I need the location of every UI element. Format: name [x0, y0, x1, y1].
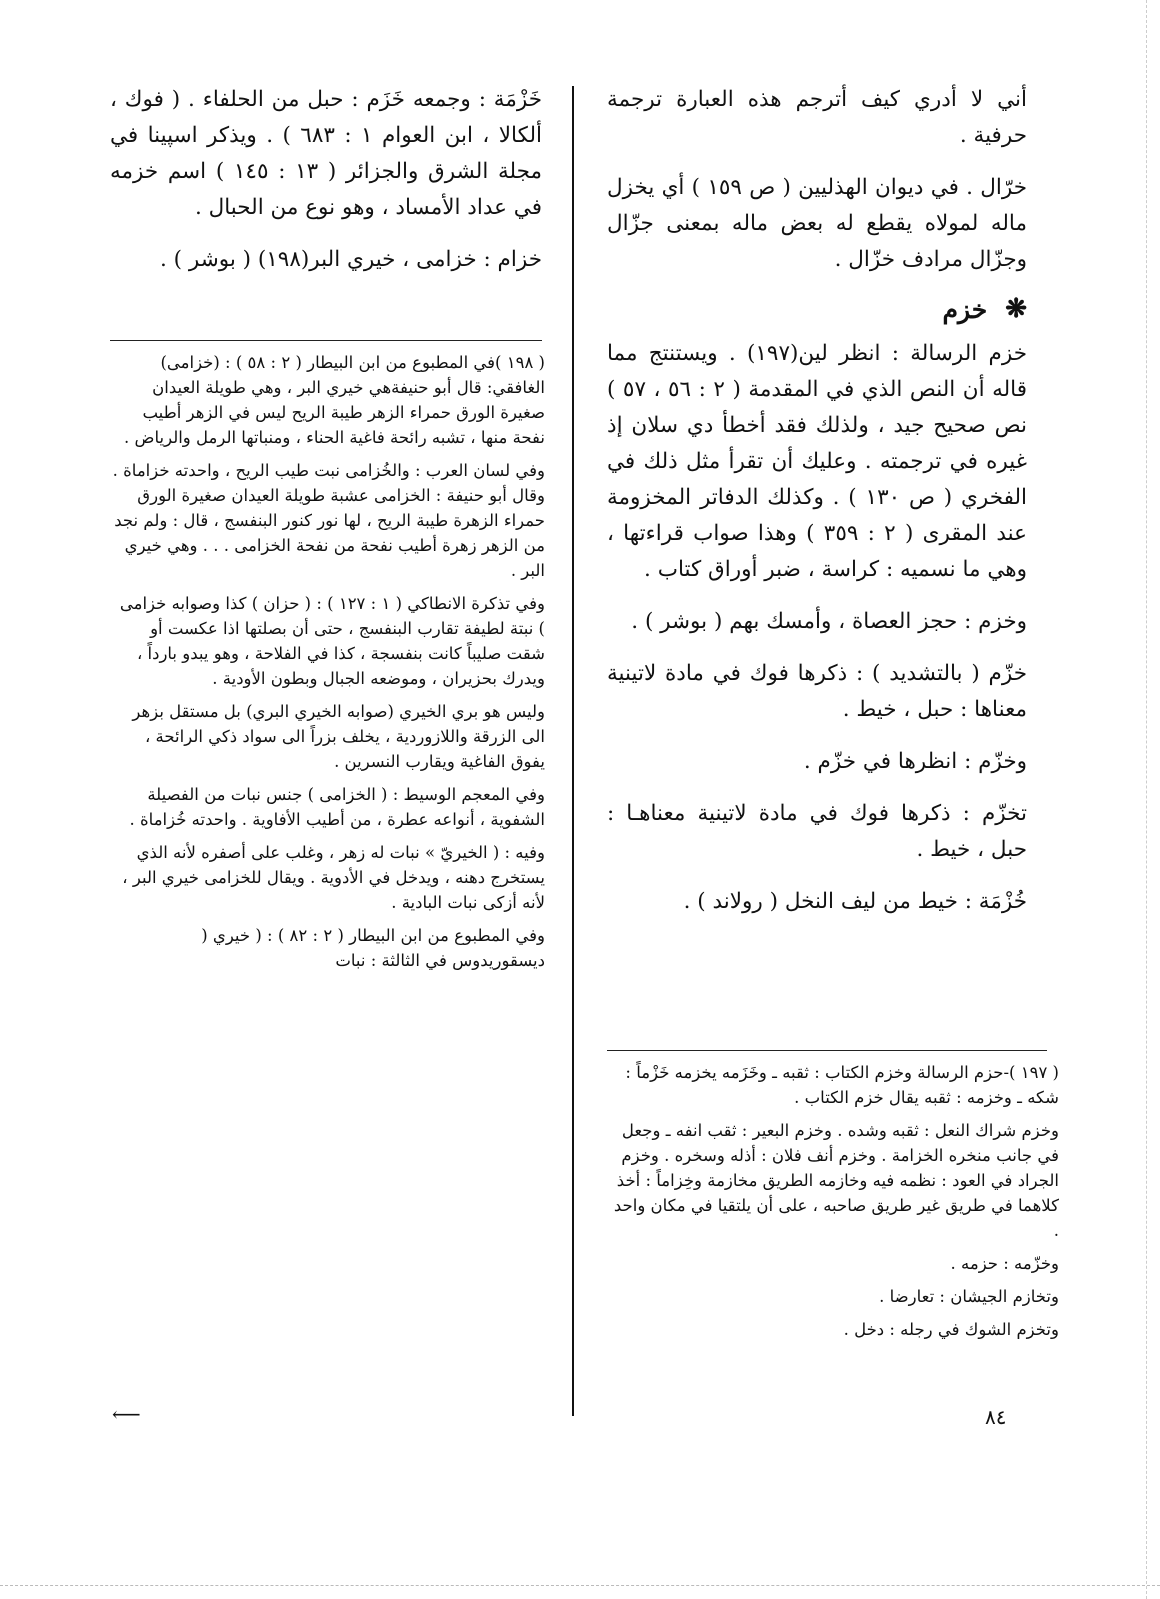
entry-heading — [607, 294, 1027, 324]
footnote-198-para: وفي تذكرة الانطاكي ( ١ : ١٢٧ ) : ( حزان ) كذا وصوابه خزامى ) نبتة لطيفة تقارب البنفسج ، حتى أن بصلتها اذا عكست أو شقت صليباً كانت بنفسجة ، كذا في الفلاحة ، وهو يبدو بارداً ، ويدرك بحزيران ، وموضعه الجبال وبطون الأودية . — [119, 594, 545, 688]
footnote-197-line: وتخزم الشوك في رجله : دخل . — [843, 1320, 1059, 1339]
left-para-1: خَزْمَة : وجمعه خَزَم : حبل من الحلفاء . ( فوك ، ألكالا ، ابن العوام ١ : ٦٨٣ ) . ويذكر اسپينا في مجلة الشرق والجزائر ( ١٣ : ١٤٥ ) اسم خزمه في عداد الأمساد ، وهو نوع من الحبال . — [110, 87, 543, 220]
right-para-3: خزم الرسالة : انظر لين(١٩٧) . ويستنتج مما قاله أن النص الذي في المقدمة ( ٢ : ٥٦ ، ٥٧ ) نص صحيح جيد ، ولذلك فقد أخطأ دي سلان إذ غيره في ترجمته . وعليك أن تقرأ مثل ذلك في الفخري ( ص ١٣٠ ) . وكذلك الدفاتر المخزومة عند المقرى ( ٢ : ٣٥٩ ) وهذا صواب قراءتها ، وهي ما نسميه : كراسة ، ضبر أوراق كتاب . — [607, 341, 1027, 582]
column-divider — [572, 86, 574, 1416]
right-para-2: خرّال . في ديوان الهذليين ( ص ١٥٩ ) أي يخزل ماله لمولاه يقطع له بعض ماله بمعنى جزّال وجزّال مرادف خزّال . — [607, 175, 1027, 272]
footnote-198-para: وليس هو بري الخيري (صوابه الخيري البري) بل مستقل بزهر الى الزرقة واللازوردية ، يخلف بزراً الى سواد ذكي الرائحة ، يفوق الفاغية ويقارب النسرين . — [132, 702, 545, 771]
right-para-8: خُزْمَة : خيط من ليف النخل ( رولاند ) . — [683, 889, 1027, 914]
right-para-6: وخزّم : انظرها في خزّم . — [803, 749, 1027, 774]
footnote-197 — [607, 1060, 1059, 1350]
left-column — [110, 82, 542, 294]
left-para-2: خزام : خزامى ، خيري البر(١٩٨) ( بوشر ) . — [159, 247, 542, 272]
right-para-4: وخزم : حجز العصاة ، وأمسك بهم ( بوشر ) . — [631, 609, 1027, 634]
scan-edge-bottom — [0, 1585, 1160, 1586]
asterism-icon: ❋ — [1005, 294, 1027, 324]
right-footnote-rule — [607, 1050, 1047, 1051]
footnote-198-para: وفي المطبوع من ابن البيطار ( ٢ : ٨٢ ) : ( خيري ( ديسقوريدوس في الثالثة : نبات — [201, 926, 545, 970]
right-para-1: أني لا أدري كيف أترجم هذه العبارة ترجمة حرفية . — [607, 87, 1027, 148]
footnote-198 — [110, 350, 545, 981]
footnote-198-para: ( ١٩٨ )في المطبوع من ابن البيطار ( ٢ : ٥٨ ) : (خزامى) الغافقي: قال أبو حنيفةهي خيري البر ، وهي طويلة العيدان صغيرة الورق حمراء الزهر طيبة الريح ليس في الزهر أطيب نفحة منها ، تشبه رائحة فاغية الحناء ، ومنباتها الرمل والرياض . — [124, 353, 545, 447]
footnote-197-line: وخزم شراك النعل : ثقبه وشده . وخزم البعير : ثقب انفه ـ وجعل في جانب منخره الخزامة . وخزم أنف فلان : أذله وسخره . وخزم الجراد في العود : نظمه فيه وخازمه الطريق مخازمة وخِزاماً : أخذ كلاهما في طريق غير طريق صاحبه ، على أن يلتقيا في مكان واحد . — [613, 1121, 1059, 1240]
right-para-5: خزّم ( بالتشديد ) : ذكرها فوك في مادة لاتينية معناها : حبل ، خيط . — [607, 661, 1027, 722]
footnote-198-para: وفي لسان العرب : والخُزامى نبت طيب الريح ، واحدته خزاماة . وقال أبو حنيفة : الخزامى عشبة طويلة العيدان صغيرة الورق حمراء الزهرة طيبة الريح ، لها نور كنور البنفسج ، قال : ولم نجد من الزهر زهرة أطيب نفحة من نفحة الخزامى . . . وهي خيري البر . — [112, 461, 545, 580]
right-para-7: تخزّم : ذكرها فوك في مادة لاتينية معناهـا : حبل ، خيط . — [607, 801, 1027, 862]
continuation-arrow-icon: ⟵ — [112, 1402, 141, 1426]
footnote-198-para: وفيه : ( الخيريّ » نبات له زهر ، وغلب على أصفره لأنه الذي يستخرج دهنه ، ويدخل في الأدوية . ويقال للخزامى خيري البر ، لأنه أزكى نبات البادية . — [122, 843, 545, 912]
footnote-197-line: وخزّمه : حزمه . — [950, 1254, 1059, 1273]
footnote-197-line: وتخازم الجيشان : تعارضا . — [879, 1287, 1059, 1306]
entry-heading-text: خزم — [942, 294, 988, 324]
left-footnote-rule — [110, 340, 542, 341]
page-number: ٨٤ — [985, 1405, 1007, 1429]
right-column — [607, 82, 1027, 936]
scan-edge-right — [1146, 0, 1147, 1599]
footnote-197-line: ( ١٩٧ )-حزم الرسالة وخزم الكتاب : ثقبه ـ وخَزَمه يخزمه خَزْماً : شكه ـ وخزمه : ثقبه يقال خزم الكتاب . — [625, 1063, 1059, 1107]
footnote-198-para: وفي المعجم الوسيط : ( الخزامى ) جنس نبات من الفصيلة الشفوية ، أنواعه عطرة ، من أطيب الأفاوية . واحدته خُزاماة . — [129, 785, 545, 829]
